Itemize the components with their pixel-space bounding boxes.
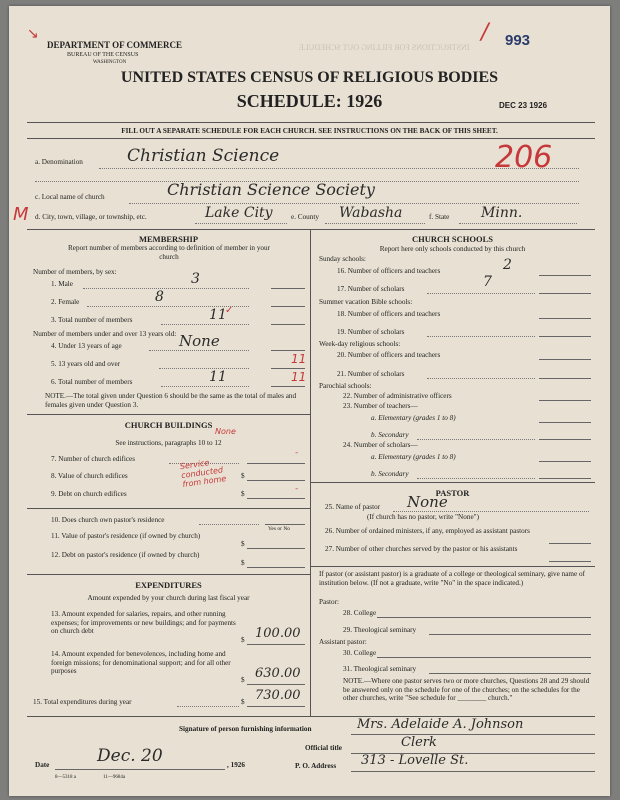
column-divider xyxy=(310,229,311,716)
q3-value[interactable]: 11 xyxy=(209,307,227,323)
county-line xyxy=(325,223,425,224)
q9-dollar: $ xyxy=(241,490,245,498)
q1-label: 1. Male xyxy=(51,280,73,288)
state-value[interactable]: Minn. xyxy=(481,205,523,221)
date-value[interactable]: Dec. 20 xyxy=(97,746,163,766)
q13-box xyxy=(247,644,305,645)
show-through-text: INSTRUCTIONS FOR FILLING OUT SCHEDULE xyxy=(299,43,470,52)
q15-dollar: $ xyxy=(241,698,245,706)
schools-sub: Report here only schools conducted by this church xyxy=(379,245,526,253)
q15-box xyxy=(247,706,305,707)
q17-label: 17. Number of scholars xyxy=(337,285,405,293)
expenditures-title: EXPENDITURES xyxy=(135,580,202,590)
q8-dollar: $ xyxy=(241,472,245,480)
form-code: 8—5318 a xyxy=(55,775,76,780)
q24a-box xyxy=(539,461,591,462)
q5-line xyxy=(159,368,249,369)
q11-dollar: $ xyxy=(241,540,245,548)
code-number: 206 xyxy=(495,140,553,175)
q8-label: 8. Value of church edifices xyxy=(51,472,128,480)
q25-note: (If church has no pastor, write "None") xyxy=(367,513,479,521)
q6-value[interactable]: 11 xyxy=(209,369,227,385)
q1-box xyxy=(271,288,305,289)
red-slash-mark: / xyxy=(481,20,489,45)
q19-line xyxy=(427,336,535,337)
q27-box xyxy=(549,561,591,562)
q24b-box xyxy=(539,478,591,479)
date-stamp: DEC 23 1926 xyxy=(499,101,548,110)
q4-box xyxy=(271,350,305,351)
buildings-margin-note: Service conducted from home xyxy=(179,458,227,490)
q7-box xyxy=(247,463,305,464)
q23a-label: a. Elementary (grades 1 to 8) xyxy=(371,414,456,422)
assistant-label: Assistant pastor: xyxy=(319,638,367,646)
q6-check: 11 xyxy=(291,370,307,384)
membership-title: MEMBERSHIP xyxy=(138,234,199,244)
census-form-page xyxy=(9,6,610,796)
county-value[interactable]: Wabasha xyxy=(339,205,403,221)
q12-box xyxy=(247,567,305,568)
q3-check: ✓ xyxy=(225,305,234,316)
q23a-box xyxy=(539,422,591,423)
header-rule xyxy=(27,122,595,123)
instruction-line: FILL OUT A SEPARATE SCHEDULE FOR EACH CHURCH. SEE INSTRUCTIONS ON THE BACK OF THIS SHEET. xyxy=(121,127,498,135)
state-label: f. State xyxy=(429,213,450,221)
address-line xyxy=(351,771,595,772)
residence-rule xyxy=(27,574,310,575)
q24-label: 24. Number of scholars— xyxy=(343,441,418,449)
date-year: , 1926 xyxy=(227,761,245,769)
serial-number: 993 xyxy=(505,32,531,49)
q2-value[interactable]: 8 xyxy=(155,289,164,305)
q17-box xyxy=(539,293,591,294)
city-line xyxy=(195,223,287,224)
buildings-title: CHURCH BUILDINGS xyxy=(124,420,213,430)
q5-label: 5. 13 years old and over xyxy=(51,360,121,368)
q25-label: 25. Name of pastor xyxy=(325,503,381,511)
address-value[interactable]: 313 - Lovelle St. xyxy=(361,753,469,768)
q14-label: 14. Amount expended for benevolences, including home and foreign missions; for denominational support; and for all other purposes xyxy=(51,650,231,675)
q24b-line xyxy=(417,478,535,479)
schedule-title: SCHEDULE: 1926 xyxy=(236,91,383,111)
sunday-label: Sunday schools: xyxy=(319,255,366,263)
q16-label: 16. Number of officers and teachers xyxy=(337,267,441,275)
weekday-label: Week-day religious schools: xyxy=(319,340,401,348)
q7-label: 7. Number of church edifices xyxy=(51,455,136,463)
q15-label: 15. Total expenditures during year xyxy=(33,698,132,706)
q2-box xyxy=(271,306,305,307)
print-code: 11—9684a xyxy=(103,775,126,780)
q3-label: 3. Total number of members xyxy=(51,316,133,324)
q9-box xyxy=(247,498,305,499)
red-check-mark: ↘ xyxy=(27,27,39,42)
q15-value[interactable]: 730.00 xyxy=(255,688,301,703)
buildings-sub: See instructions, paragraphs 10 to 12 xyxy=(115,439,222,447)
q1-value[interactable]: 3 xyxy=(191,271,200,287)
schools-title: CHURCH SCHOOLS xyxy=(412,234,493,244)
q10-hint: Yes or No xyxy=(268,526,291,532)
signature-line xyxy=(351,734,595,735)
buildings-rule xyxy=(27,508,310,509)
bureau-city: WASHINGTON xyxy=(93,60,127,65)
q22-box xyxy=(539,400,591,401)
local-name-label: c. Local name of church xyxy=(35,193,105,201)
section-rule-top xyxy=(27,229,595,230)
q21-line xyxy=(427,378,535,379)
q6-label: 6. Total number of members xyxy=(51,378,133,386)
q13-value[interactable]: 100.00 xyxy=(255,626,301,641)
pastor-label: Pastor: xyxy=(319,598,339,606)
q29-line xyxy=(429,634,591,635)
q23b-line xyxy=(417,439,535,440)
membership-note: NOTE.—The total given under Question 6 should be the same as the total of males and females given under Question 3. xyxy=(45,392,297,409)
q25-value[interactable]: None xyxy=(407,493,448,511)
parochial-label: Parochial schools: xyxy=(319,382,372,390)
q21-box xyxy=(539,378,591,379)
graduate-note: If pastor (or assistant pastor) is a graduate of a college or theological seminary, give name of institution below. (If not a graduate, write "No" in the space indicated.) xyxy=(319,570,585,587)
q13-label: 13. Amount expended for salaries, repairs, and other running expenses; for improvements or new buildings; and for payments on church debt xyxy=(51,610,236,635)
bureau-name: BUREAU OF THE CENSUS xyxy=(67,52,139,58)
q19-box xyxy=(539,336,591,337)
membership-rule xyxy=(27,414,310,415)
county-label: e. County xyxy=(291,213,319,221)
q17-line xyxy=(427,293,535,294)
local-name-line xyxy=(129,203,579,204)
q20-label: 20. Number of officers and teachers xyxy=(337,351,441,359)
margin-mark: M xyxy=(13,204,29,225)
schools-rule xyxy=(310,482,595,483)
q28-line xyxy=(377,617,591,618)
q6-box xyxy=(271,386,305,387)
q5-value[interactable]: 11 xyxy=(291,352,307,366)
q14-dollar: $ xyxy=(241,676,245,684)
q3-line xyxy=(161,324,249,325)
department-name: DEPARTMENT OF COMMERCE xyxy=(47,40,183,50)
q19-label: 19. Number of scholars xyxy=(337,328,405,336)
q4-line xyxy=(149,350,249,351)
q15-line xyxy=(177,706,239,707)
pastor-rule xyxy=(310,566,595,567)
q7-dash: - xyxy=(295,448,299,458)
state-line xyxy=(459,223,577,224)
q24a-label: a. Elementary (grades 1 to 8) xyxy=(371,453,456,461)
q6-line xyxy=(161,386,249,387)
pastor-note: NOTE.—Where one pastor serves two or more churches, Questions 28 and 29 should be answered only on the schedule for one of the churches; on the schedules for the other churches, write "See schedule for ________ church." xyxy=(343,677,590,702)
q3-box xyxy=(271,324,305,325)
q23-label: 23. Number of teachers— xyxy=(343,402,418,410)
expenditures-sub: Amount expended by your church during last fiscal year xyxy=(87,594,250,602)
summer-label: Summer vacation Bible schools: xyxy=(319,298,413,306)
age-intro: Number of members under and over 13 years old: xyxy=(33,330,177,338)
q5-box xyxy=(271,368,305,369)
q30-line xyxy=(377,657,591,658)
q12-label: 12. Debt on pastor's residence (if owned by church) xyxy=(51,551,200,559)
city-value[interactable]: Lake City xyxy=(205,205,273,221)
city-label: d. City, town, village, or township, etc. xyxy=(35,213,147,221)
pastor-title: PASTOR xyxy=(435,488,470,498)
official-title-value[interactable]: Clerk xyxy=(401,735,437,750)
q23b-label: b. Secondary xyxy=(371,431,409,439)
q21-label: 21. Number of scholars xyxy=(337,370,405,378)
q9-label: 9. Debt on church edifices xyxy=(51,490,127,498)
q31-label: 31. Theological seminary xyxy=(343,665,417,673)
signature-label: Signature of person furnishing information xyxy=(179,725,312,733)
q25-line xyxy=(393,511,589,512)
q17-value[interactable]: 7 xyxy=(483,274,492,290)
q10-label: 10. Does church own pastor's residence xyxy=(51,516,165,524)
q31-line xyxy=(429,673,591,674)
q22-label: 22. Number of administrative officers xyxy=(343,392,452,400)
q24b-label: b. Secondary xyxy=(371,470,409,478)
q20-box xyxy=(539,359,591,360)
q9-dash: - xyxy=(295,484,299,494)
q14-box xyxy=(247,684,305,685)
q11-label: 11. Value of pastor's residence (if owned by church) xyxy=(51,532,201,540)
q27-label: 27. Number of other churches served by the pastor or his assistants xyxy=(325,545,518,553)
date-label: Date xyxy=(35,761,50,769)
date-line xyxy=(55,769,225,770)
q10-box xyxy=(265,524,305,525)
q23b-box xyxy=(539,439,591,440)
form-title: UNITED STATES CENSUS OF RELIGIOUS BODIES xyxy=(120,69,499,86)
members-by-sex: Number of members, by sex: xyxy=(33,268,117,276)
q4-value[interactable]: None xyxy=(179,332,220,350)
membership-intro: Report number of members according to definition of member in your church xyxy=(68,244,270,261)
q12-dollar: $ xyxy=(241,559,245,567)
denomination-value[interactable]: Christian Science xyxy=(127,146,280,166)
q26-label: 26. Number of ordained ministers, if any, employed as assistant pastors xyxy=(325,527,530,535)
q14-value[interactable]: 630.00 xyxy=(255,666,301,681)
q2-label: 2. Female xyxy=(51,298,80,306)
q16-value[interactable]: 2 xyxy=(503,257,512,273)
q28-label: 28. College xyxy=(343,609,377,617)
q30-label: 30. College xyxy=(343,649,377,657)
q10-line xyxy=(199,524,259,525)
q13-dollar: $ xyxy=(241,636,245,644)
q1-line xyxy=(83,288,249,289)
q29-label: 29. Theological seminary xyxy=(343,626,417,634)
address-label: P. O. Address xyxy=(295,762,337,770)
q26-box xyxy=(549,543,591,544)
q16-box xyxy=(539,275,591,276)
q4-label: 4. Under 13 years of age xyxy=(51,342,122,350)
instruction-rule xyxy=(27,138,595,139)
signature-value[interactable]: Mrs. Adelaide A. Johnson xyxy=(357,717,524,732)
q18-label: 18. Number of officers and teachers xyxy=(337,310,441,318)
buildings-handnote: None xyxy=(215,427,236,436)
q18-box xyxy=(539,318,591,319)
q8-box xyxy=(247,480,305,481)
official-title-label: Official title xyxy=(305,744,342,752)
q11-box xyxy=(247,548,305,549)
local-name-value[interactable]: Christian Science Society xyxy=(167,180,375,199)
denomination-label: a. Denomination xyxy=(35,158,83,166)
